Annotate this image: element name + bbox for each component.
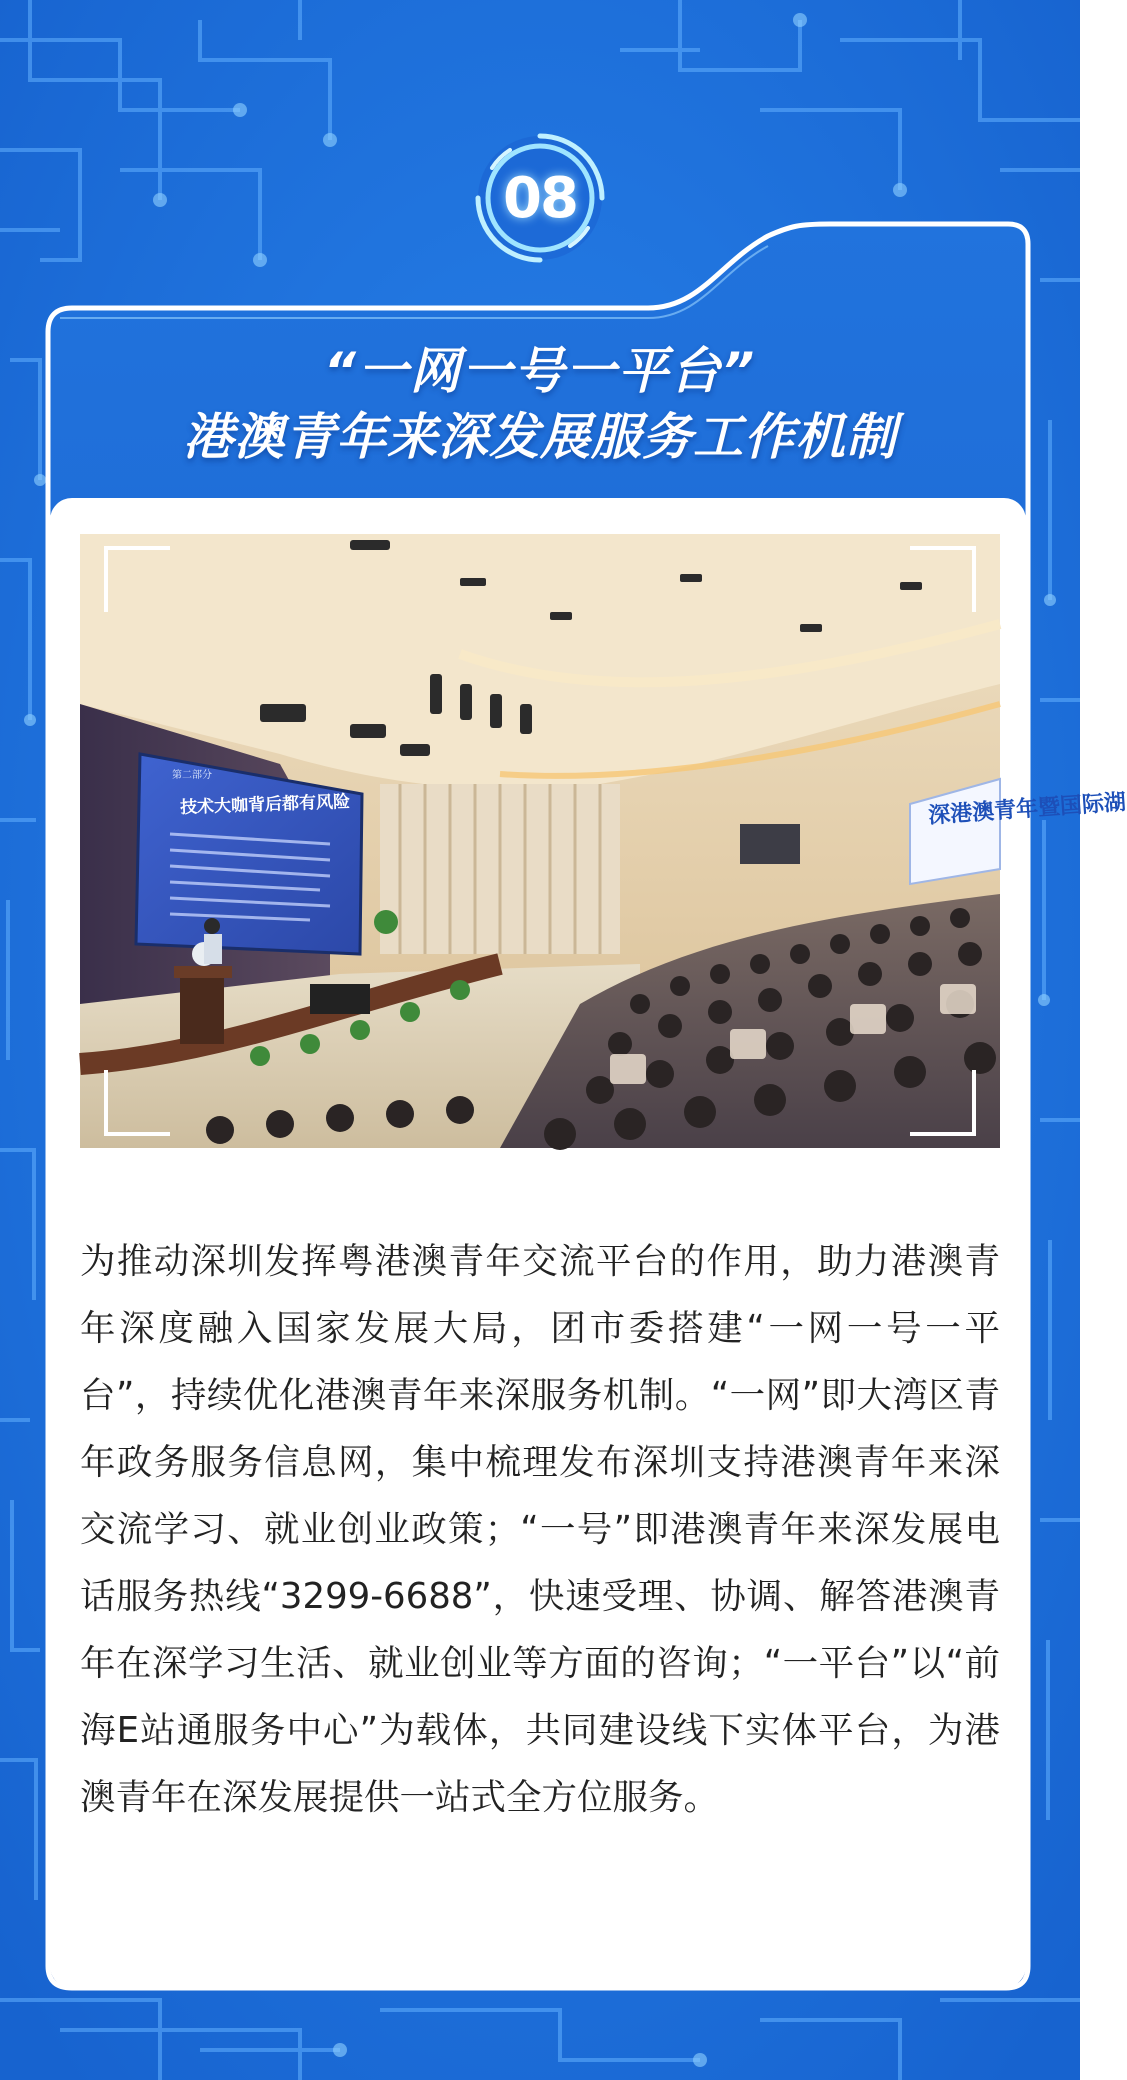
conference-photo: [80, 534, 1127, 1148]
lecture-hall-image: [80, 534, 1000, 1148]
frame-corner-bottom-left: [104, 1070, 170, 1136]
badge-number: 08: [503, 165, 577, 231]
frame-corner-top-left: [104, 546, 170, 612]
frame-corner-bottom-right: [910, 1070, 976, 1136]
page-title: [70, 340, 1010, 472]
frame-corner-top-right: [910, 546, 976, 612]
screen-section-label: 第二部分: [172, 770, 212, 781]
screen-slide-title: 技术大咖背后都有风险: [179, 792, 351, 818]
event-banner-text: 深港澳青年暨国际湖: [927, 790, 1127, 829]
title-line-1: “一网一号一平台”: [323, 342, 757, 400]
body-paragraph: 为推动深圳发挥粤港澳青年交流平台的作用，助力港澳青年深度融入国家发展大局，团市委搭建“一网一号一平台”，持续优化港澳青年来深服务机制。“一网”即大湾区青年政务服务信息网，集中梳理发布深圳支持港澳青年来深交流学习、就业创业政策；“一号”即港澳青年来深发展电话服务热线“3299-6688”，快速受理、协调、解答港澳青年在深学习生活、就业创业等方面的咨询；“一平台”以“前海E站通服务中心”为载体，共同建设线下实体平台，为港澳青年在深发展提供一站式全方位服务。: [80, 1241, 1000, 1818]
title-line-2: 港澳青年来深发展服务工作机制: [183, 408, 897, 466]
